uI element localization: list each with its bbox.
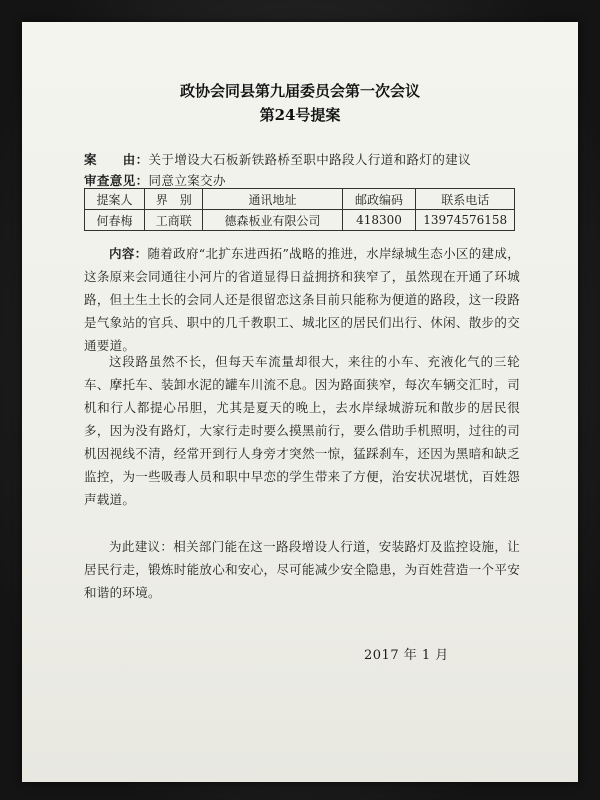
case-text: 关于增设大石板新铁路桥至职中路段人行道和路灯的建议 xyxy=(148,152,472,167)
table-cell: 13974576158 xyxy=(416,210,515,231)
table-cell: 何春梅 xyxy=(85,210,145,231)
table-header-row xyxy=(85,189,515,210)
content-paragraph-2 xyxy=(84,350,520,511)
content-label: 内容： xyxy=(109,246,148,261)
case-line xyxy=(84,150,471,168)
table-cell: 德森板业有限公司 xyxy=(203,210,342,231)
table-header: 提案人 xyxy=(85,189,145,210)
table-header: 联系电话 xyxy=(416,189,515,210)
proposal-number: 第24号提案 xyxy=(259,106,341,124)
table-header: 界 别 xyxy=(145,189,203,210)
table-row xyxy=(85,210,515,231)
table-cell: 418300 xyxy=(342,210,416,231)
document-date: 2017 年 1 月 xyxy=(364,648,449,663)
paragraph-3-text: 为此建议：相关部门能在这一路段增设人行道，安装路灯及监控设施，让居民行走，锻炼时能放心和安心，尽可能减少安全隐患，为百姓营造一个平安和谐的环境。 xyxy=(84,539,520,600)
proposer-table xyxy=(84,188,515,231)
content-paragraph-1 xyxy=(84,242,520,357)
proposal-document xyxy=(22,22,578,782)
paragraph-2-text: 这段路虽然不长，但每天车流量却很大，来往的小车、充液化气的三轮车、摩托车、装卸水泥的罐车川流不息。因为路面狭窄，每次车辆交汇时，司机和行人都提心吊胆，尤其是夏天的晚上，去水岸绿城游玩和散步的居民很多，因为没有路灯，大家行走时要么摸黑前行，要么借助手机照明，过往的司机因视线不清，经常开到行人身旁才突然一惊，猛踩刹车，还因为黑暗和缺乏监控，为一些吸毒人员和职中早恋的学生带来了方便，治安状况堪忧，百姓怨声载道。 xyxy=(84,354,520,507)
table-header: 邮政编码 xyxy=(342,189,416,210)
review-line xyxy=(84,171,226,189)
review-label: 审查意见： xyxy=(84,173,149,188)
document-title: 政协会同县第九届委员会第一次会议 xyxy=(179,82,420,100)
review-text: 同意立案交办 xyxy=(148,173,226,188)
case-label: 案 由： xyxy=(84,152,149,167)
table-header: 通讯地址 xyxy=(203,189,342,210)
paragraph-1-text: 随着政府“北扩东进西拓”战略的推进，水岸绿城生态小区的建成，这条原来会同通往小河片的省道显得日益拥挤和狭窄了，虽然现在开通了环城路，但土生土长的会同人还是很留恋这条目前只能称为便道的路段，这一段路是气象站的官兵、职中的几千教职工、城北区的居民们出行、休闲、散步的交通要道。 xyxy=(84,246,520,353)
table-cell: 工商联 xyxy=(145,210,203,231)
content-paragraph-3 xyxy=(84,535,520,604)
